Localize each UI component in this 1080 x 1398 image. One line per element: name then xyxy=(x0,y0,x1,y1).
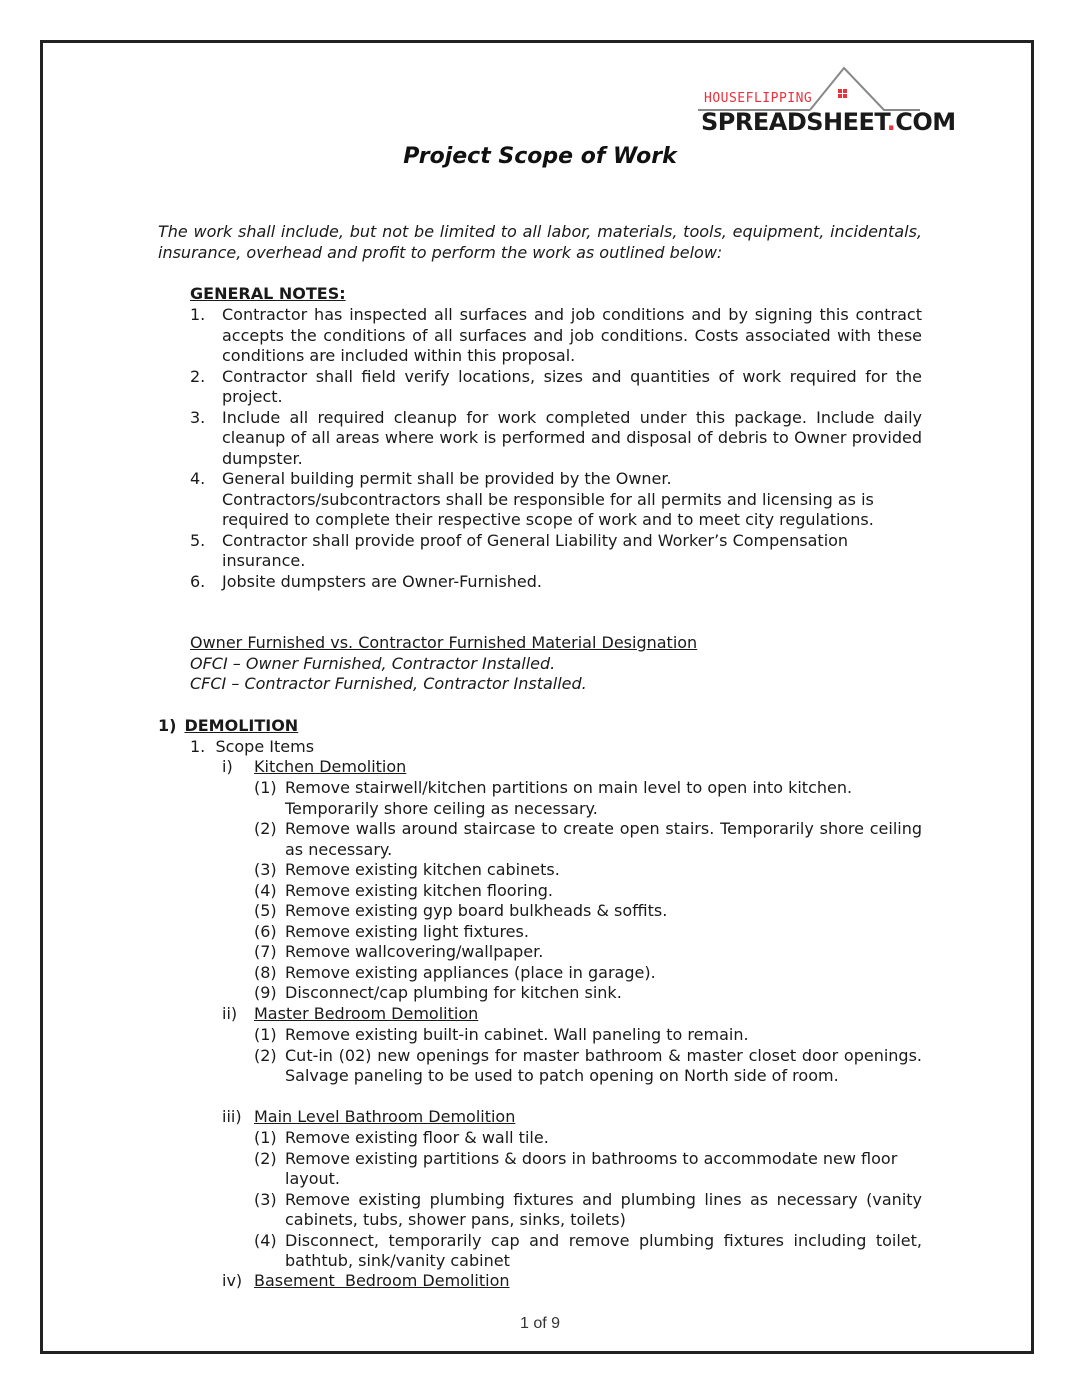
general-note-item: 4. General building permit shall be provided by the Owner. Contractors/subcontractors shall be responsible for all permits and licensing as is required to complete their respective scope of work and to meet city regulations. xyxy=(190,469,874,529)
main-level-bathroom-demolition-items xyxy=(254,1128,922,1272)
scope-item: (8) Remove existing appliances (place in garage). xyxy=(254,962,656,982)
general-notes-list xyxy=(190,305,922,592)
section-heading-demolition: 1) DEMOLITION xyxy=(158,716,299,735)
subsection-basement-bedroom-demolition: iv) Basement Bedroom Demolition xyxy=(222,1271,510,1290)
general-note-item: 1. Contractor has inspected all surfaces and job conditions and by signing this contract accepts the conditions of all surfaces and job conditions. Costs associated with these conditions are included within this proposal. xyxy=(190,305,922,365)
scope-item: (2) Cut-in (02) new openings for master bathroom & master closet door openings. Salvage paneling to be used to patch opening on North side of room. xyxy=(254,1045,922,1085)
scope-item: (2) Remove existing partitions & doors in bathrooms to accommodate new floor layout. xyxy=(254,1148,898,1188)
cfci-definition: CFCI – Contractor Furnished, Contractor Installed. xyxy=(190,674,587,693)
scope-items-label: 1. Scope Items xyxy=(190,737,315,756)
page-number: 1 of 9 xyxy=(519,1315,561,1332)
kitchen-demolition-items xyxy=(254,778,922,1004)
master-bedroom-demolition-items xyxy=(254,1025,922,1087)
general-note-item: 2. Contractor shall field verify locations, sizes and quantities of work required for the project. xyxy=(190,366,922,406)
designation-heading: Owner Furnished vs. Contractor Furnished Material Designation xyxy=(190,633,698,652)
scope-item: (1) Remove stairwell/kitchen partitions on main level to open into kitchen. Temporarily shore ceiling as necessary. xyxy=(254,778,853,818)
company-logo xyxy=(698,62,956,142)
scope-item: (2) Remove walls around staircase to create open stairs. Temporarily shore ceiling as necessary. xyxy=(254,819,922,859)
general-notes-heading: GENERAL NOTES: xyxy=(190,284,346,303)
scope-item: (6) Remove existing light fixtures. xyxy=(254,921,529,941)
page-title: Project Scope of Work xyxy=(403,144,677,169)
scope-item: (3) Remove existing plumbing fixtures and plumbing lines as necessary (vanity cabinets, tubs, shower pans, sinks, toilets) xyxy=(254,1189,922,1229)
scope-item: (4) Remove existing kitchen flooring. xyxy=(254,880,553,900)
scope-item: (5) Remove existing gyp board bulkheads & soffits. xyxy=(254,901,668,920)
general-note-item: 5. Contractor shall provide proof of General Liability and Worker’s Compensation insurance. xyxy=(190,530,849,570)
scope-item: (3) Remove existing kitchen cabinets. xyxy=(254,860,560,879)
logo-tagline: HOUSEFLIPPING xyxy=(704,91,813,106)
ofci-definition: OFCI – Owner Furnished, Contractor Installed. xyxy=(190,653,556,673)
material-designation xyxy=(190,633,890,695)
scope-item: (1) Remove existing built-in cabinet. Wall paneling to remain. xyxy=(254,1025,749,1044)
scope-item: (9) Disconnect/cap plumbing for kitchen sink. xyxy=(254,983,622,1002)
logo-wordmark: SPREADSHEET.COM xyxy=(701,108,956,136)
subsection-kitchen-demolition: i) Kitchen Demolition xyxy=(222,757,407,776)
subsection-main-level-bathroom-demolition: iii) Main Level Bathroom Demolition xyxy=(222,1107,516,1126)
general-note-item: 3. Include all required cleanup for work completed under this package. Include daily cleanup of all areas where work is performed and disposal of debris to Owner provided dumpster. xyxy=(190,407,922,468)
scope-item: (7) Remove wallcovering/wallpaper. xyxy=(254,942,544,961)
scope-item: (4) Disconnect, temporarily cap and remove plumbing fixtures including toilet, bathtub, sink/vanity cabinet xyxy=(254,1230,922,1270)
scope-item: (1) Remove existing floor & wall tile. xyxy=(254,1128,549,1147)
subsection-master-bedroom-demolition: ii) Master Bedroom Demolition xyxy=(222,1004,479,1023)
general-note-item: 6. Jobsite dumpsters are Owner-Furnished. xyxy=(190,571,543,591)
intro-paragraph: The work shall include, but not be limited to all labor, materials, tools, equipment, incidentals, insurance, overhead and profit to perform the work as outlined below: xyxy=(158,222,922,262)
